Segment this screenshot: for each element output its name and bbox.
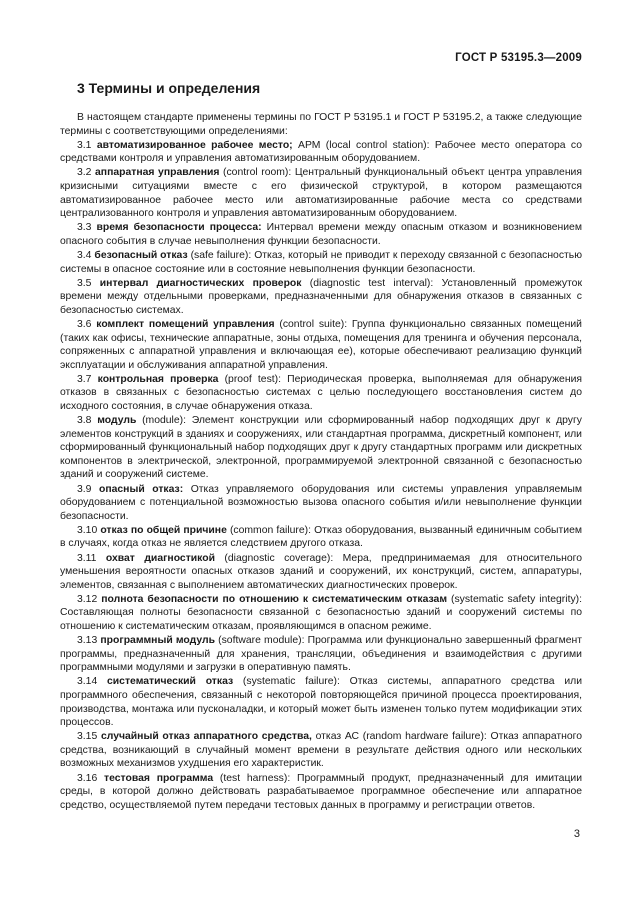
term-name: время безопасности процесса: — [96, 222, 262, 234]
term-text: Отказ управляемого оборудования или системы управления управляемым оборудованием с потенциальной возможностью вызова опасного события и/или невыполнение функции безопасности. — [60, 483, 583, 522]
term-text: (systematic failure): Отказ системы, аппаратного средства или программного обеспечения, связанный с некоторой повторяющейся причиной процесса проектирования, производства, монтажа или пусконаладки, и который может быть изменен только путем модификации этих процессов. — [60, 676, 583, 729]
intro-paragraph: В настоящем стандарте применены термины по ГОСТ Р 53195.1 и ГОСТ Р 53195.2, а также следующие термины с соответствующими определениями: — [60, 112, 582, 137]
term-name: случайный отказ аппаратного средства, — [100, 731, 312, 743]
document-code-header: ГОСТ Р 53195.3—2009 — [455, 52, 582, 64]
term-number: 3.9 — [77, 483, 92, 495]
term-definition — [60, 675, 582, 729]
terms-list — [60, 139, 582, 813]
term-definition — [60, 483, 582, 524]
term-name: контрольная проверка — [97, 373, 219, 385]
term-text: (safe failure): Отказ, который не приводит к переходу связанной с безопасностью системы в опасное состояние или в состояние невыполнения функции безопасности. — [60, 249, 583, 275]
term-text: отказ АС (random hardware failure): Отказ аппаратного средства, возникающий в случайный момент времени в результате действия одного или нескольких возможных механизмов ухудшения его характеристик. — [60, 731, 583, 770]
term-definition — [60, 277, 582, 318]
term-text: (control room): Центральный функциональный объект центра управления кризисными ситуациями вместе с его физической структурой, в котором размещаются автоматизированное рабочее место или автоматизированные рабочие места со средствами централизованного контроля и управления автоматизированным оборудованием. — [60, 167, 582, 220]
term-number: 3.10 — [77, 524, 98, 536]
term-number: 3.7 — [77, 373, 92, 385]
section-title: 3 Термины и определения — [77, 80, 261, 96]
term-name: тестовая программа — [104, 772, 214, 784]
term-text: (proof test): Периодическая проверка, выполняемая для обнаружения отказов в связанных с безопасностью системах с целью последующего восстановления систем до исходного состояния, в случае обнаружения отказа. — [60, 373, 583, 412]
term-name: комплект помещений управления — [96, 318, 275, 330]
term-number: 3.15 — [77, 731, 98, 743]
term-definition — [60, 634, 582, 675]
term-name: аппаратная управления — [95, 167, 220, 179]
term-name: отказ по общей причине — [100, 524, 227, 536]
term-text: (test harness): Программный продукт, предназначенный для имитации среды, в которой должно действовать разрабатываемое программное обеспечение или аппаратное средство, осуществляемой путем передачи тестовых данных в программу и регистрации ответов. — [60, 772, 583, 811]
term-name: интервал диагностических проверок — [99, 277, 302, 289]
term-number: 3.3 — [77, 222, 92, 234]
term-text: (module): Элемент конструкции или сформированный набор подходящих друг к другу элементов конструкций в зданиях и сооружениях, или стандартная программа, дискретный компонент, или сформированный функциональный набор подходящих друг к другу стандартных программ или дискретных компонентов в электрической, электронной, программируемой электронной связанной с безопасностью зданий и сооружений системе. — [60, 415, 582, 481]
term-text: (control suite): Группа функционально связанных помещений (таких как офисы, технические аппаратные, зоны отдыха, помещения для тренинга и обучения персонала, сопряженных с аппаратной управления и включающая ее), которые обеспечивают реализацию функций эксплуатации и обслуживания аппаратной управления. — [60, 318, 582, 371]
term-number: 3.14 — [77, 676, 98, 688]
term-name: систематический отказ — [107, 676, 234, 688]
term-definition — [60, 373, 582, 414]
term-number: 3.2 — [77, 167, 92, 179]
page-number: 3 — [573, 828, 580, 840]
term-definition — [60, 139, 582, 166]
term-name: охват диагностикой — [105, 552, 215, 564]
term-name: модуль — [97, 415, 137, 427]
term-definition — [60, 772, 582, 813]
term-name: полнота безопасности по отношению к систематическим отказам — [101, 593, 448, 605]
term-definition — [60, 318, 582, 372]
term-name: опасный отказ: — [99, 483, 184, 495]
term-number: 3.6 — [77, 318, 92, 330]
term-definition — [60, 593, 582, 634]
term-definition — [60, 249, 582, 276]
term-number: 3.5 — [77, 277, 92, 289]
term-text: (software module): Программа или функционально завершенный фрагмент программы, предназначенный для хранения, трансляции, объединения и взаимодействия с другими программными модулями и загрузки в оперативную память. — [60, 635, 582, 674]
term-definition — [60, 166, 582, 220]
term-text: (diagnostic coverage): Мера, предпринимаемая для относительного уменьшения вероятности опасных отказов зданий и сооружений, их конструкций, систем, аппаратуры, элементов, связанная с выполнением автоматических диагностических проверок. — [60, 552, 582, 591]
term-text: Интервал времени между опасным отказом и возникновением опасного события в случае невыполнения функции безопасности. — [60, 222, 582, 247]
term-name: программный модуль — [100, 635, 215, 647]
term-number: 3.12 — [77, 593, 98, 605]
term-definition — [60, 414, 582, 482]
term-definition — [60, 730, 582, 771]
term-number: 3.13 — [77, 635, 98, 647]
term-text: (common failure): Отказ оборудования, вызванный единичным событием в случаях, когда отказ не является следствием другого отказа. — [60, 524, 582, 550]
document-body — [60, 111, 582, 813]
term-text: (systematic safety integrity): Составляющая полноты безопасности связанной с безопасностью зданий и сооружений системы по отношению к систематическим отказам, проявляющимся в опасном режиме. — [60, 593, 582, 632]
term-number: 3.16 — [77, 772, 98, 784]
term-definition — [60, 221, 582, 248]
term-name: автоматизированное рабочее место; — [96, 139, 293, 151]
term-number: 3.8 — [77, 415, 92, 427]
term-name: безопасный отказ — [94, 249, 188, 261]
term-text: (diagnostic test interval): Установленный промежуток времени между отдельными проверками, предназначенными для обнаружения отказов в связанных с безопасностью системах. — [60, 277, 583, 316]
term-number: 3.1 — [77, 139, 92, 151]
term-text: АРМ (local control station): Рабочее место оператора со средствами контроля и управления автоматизированным оборудованием. — [60, 139, 583, 165]
term-number: 3.11 — [77, 552, 97, 564]
term-definition — [60, 552, 582, 593]
term-definition — [60, 524, 582, 551]
term-number: 3.4 — [77, 249, 92, 261]
